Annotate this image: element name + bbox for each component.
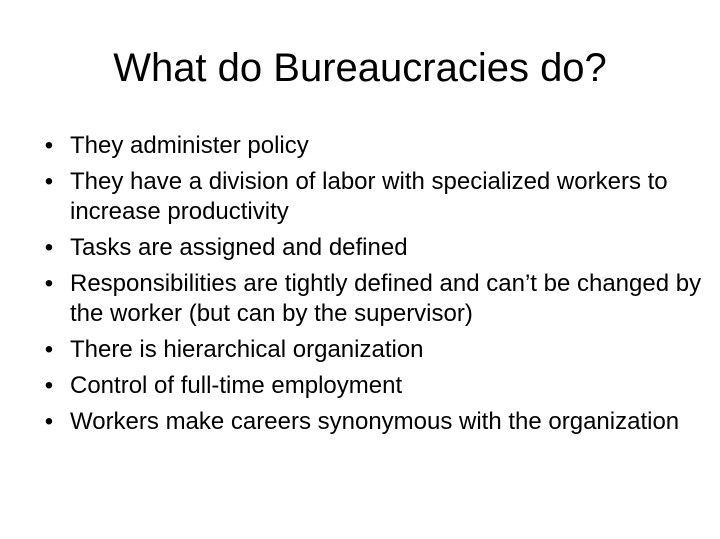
bullet-marker: • bbox=[44, 372, 54, 399]
bullet-marker: • bbox=[44, 132, 54, 159]
bullet-item bbox=[36, 233, 706, 263]
bullet-marker: • bbox=[44, 168, 54, 195]
bullet-marker: • bbox=[44, 270, 54, 297]
bullet-marker: • bbox=[44, 336, 54, 363]
bullet-text: Responsibilities are tightly defined and can’t be changed by the worker (but can by the supervisor) bbox=[70, 270, 702, 327]
bullet-list bbox=[36, 131, 706, 443]
bullet-text: Tasks are assigned and defined bbox=[70, 234, 408, 261]
bullet-text: Workers make careers synonymous with the organization bbox=[70, 408, 680, 435]
bullet-item bbox=[36, 407, 706, 437]
bullet-item bbox=[36, 371, 706, 401]
bullet-marker: • bbox=[44, 234, 54, 261]
bullet-marker: • bbox=[44, 408, 54, 435]
bullet-item bbox=[36, 167, 706, 227]
bullet-text: Control of full-time employment bbox=[70, 372, 403, 399]
bullet-text: They have a division of labor with specialized workers to increase productivity bbox=[70, 168, 668, 225]
bullet-text: They administer policy bbox=[70, 132, 309, 159]
bullet-text: There is hierarchical organization bbox=[70, 336, 424, 363]
bullet-item bbox=[36, 269, 706, 329]
bullet-item bbox=[36, 335, 706, 365]
slide-title: What do Bureaucracies do? bbox=[113, 46, 607, 90]
bullet-item bbox=[36, 131, 706, 161]
